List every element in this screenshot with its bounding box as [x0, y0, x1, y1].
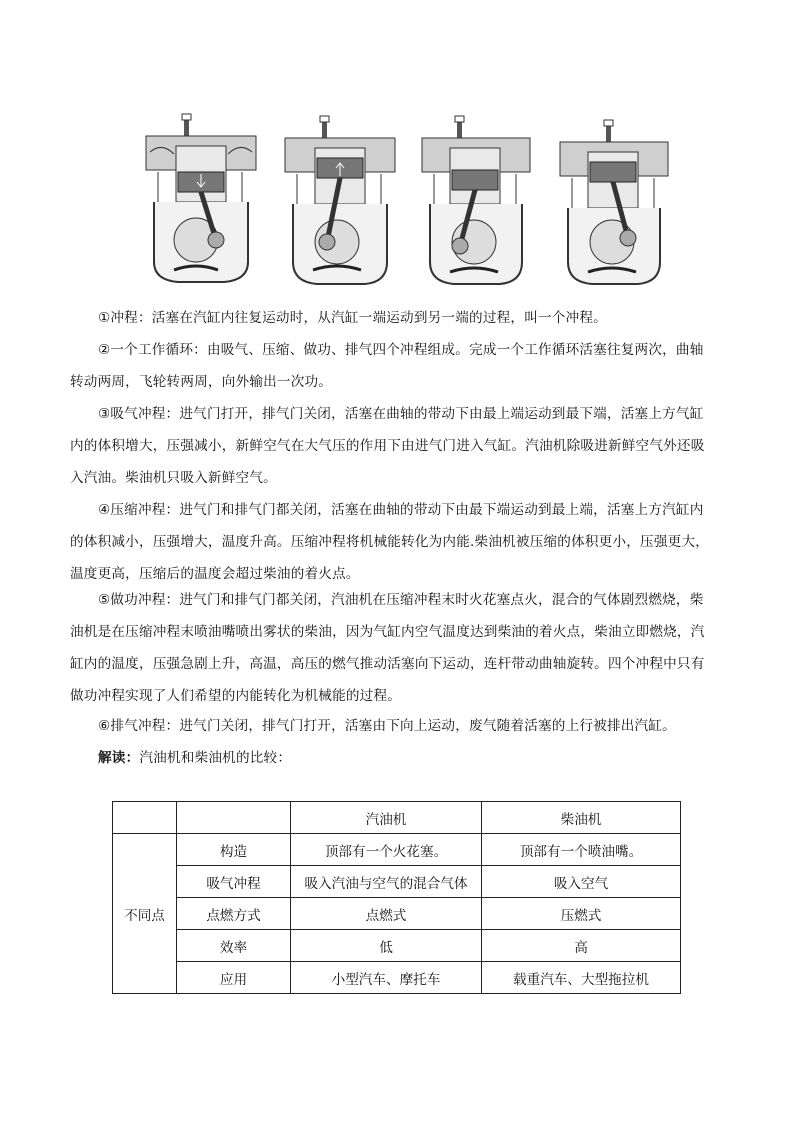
- table-row: [113, 898, 681, 930]
- table-row-item: 点燃方式: [177, 898, 291, 930]
- table-row: [113, 930, 681, 962]
- interpretation-text: 汽油机和柴油机的比较：: [139, 750, 292, 766]
- paragraph-line: 的体积减小，压强增大，温度升高。压缩冲程将机械能转化为内能.柴油机被压缩的体积更小，压强更大，: [70, 534, 710, 550]
- table-cell-diesel: 顶部有一个喷油嘴。: [482, 834, 681, 866]
- engine-stroke-figure: [138, 112, 690, 290]
- table-row: [113, 866, 681, 898]
- paragraph-power-stroke: [70, 584, 718, 712]
- interpretation-label: 解读：: [98, 750, 140, 766]
- table-row-item: 吸气冲程: [177, 866, 291, 898]
- paragraph-line: 缸内的温度，压强急剧上升，高温，高压的燃气推动活塞向下运动，连杆带动曲轴旋转。四个冲程中只有: [70, 656, 705, 672]
- table-cell-gasoline: 低: [291, 930, 482, 962]
- table-cell-diesel: 吸入空气: [482, 866, 681, 898]
- table-header-gasoline: 汽油机: [291, 802, 482, 834]
- paragraph-line: ⑤做功冲程：进气门和排气门都关闭，汽油机在压缩冲程末时火花塞点火，混合的气体剧烈燃烧，柴: [98, 592, 704, 608]
- table-row-item: 效率: [177, 930, 291, 962]
- paragraph-line: ⑥排气冲程：进气门关闭，排气门打开，活塞由下向上运动，废气随着活塞的上行被排出汽缸。: [98, 718, 676, 734]
- table-group-label: 不同点: [113, 834, 177, 994]
- paragraph-line: ④压缩冲程：进气门和排气门都关闭，活塞在曲轴的带动下由最下端运动到最上端，活塞上方汽缸内: [98, 502, 704, 518]
- table-cell-gasoline: 顶部有一个火花塞。: [291, 834, 482, 866]
- compression-stroke-diagram: [281, 112, 407, 290]
- paragraph-compression-stroke: [70, 494, 718, 590]
- paragraph-work-cycle: [70, 334, 718, 398]
- table-header-cell: [177, 802, 291, 834]
- paragraph-line: 转动两周，飞轮转两周，向外输出一次功。: [70, 374, 333, 390]
- table-header-cell: [113, 802, 177, 834]
- paragraph-line: ③吸气冲程：进气门打开，排气门关闭，活塞在曲轴的带动下由最上端运动到最下端，活塞上方气缸: [98, 406, 704, 422]
- paragraph-line: 做功冲程实现了人们希望的内能转化为机械能的过程。: [70, 688, 402, 704]
- table-cell-diesel: 高: [482, 930, 681, 962]
- intake-stroke-diagram: [138, 112, 264, 290]
- paragraph-line: 温度更高，压缩后的温度会超过柴油的着火点。: [70, 566, 360, 582]
- table-row: [113, 962, 681, 994]
- paragraph-line: 入汽油。柴油机只吸入新鲜空气。: [70, 470, 277, 486]
- paragraph-intake-stroke: [70, 398, 718, 494]
- table-header-diesel: 柴油机: [482, 802, 681, 834]
- paragraph-exhaust-stroke: [98, 710, 718, 742]
- comparison-table: [112, 801, 681, 994]
- table-cell-gasoline: 吸入汽油与空气的混合气体: [291, 866, 482, 898]
- table-cell-diesel: 压燃式: [482, 898, 681, 930]
- table-row-item: 应用: [177, 962, 291, 994]
- table-cell-gasoline: 小型汽车、摩托车: [291, 962, 482, 994]
- power-stroke-diagram: [418, 112, 544, 290]
- table-row-item: 构造: [177, 834, 291, 866]
- interpretation-line: [98, 742, 718, 774]
- table-row: [113, 834, 681, 866]
- paragraph-stroke: [98, 302, 718, 334]
- table-cell-gasoline: 点燃式: [291, 898, 482, 930]
- table-cell-diesel: 载重汽车、大型拖拉机: [482, 962, 681, 994]
- paragraph-line: ①冲程：活塞在汽缸内往复运动时，从汽缸一端运动到另一端的过程，叫一个冲程。: [98, 310, 607, 326]
- paragraph-line: ②一个工作循环：由吸气、压缩、做功、排气四个冲程组成。完成一个工作循环活塞往复两次，曲轴: [98, 342, 704, 358]
- table-header-row: [113, 802, 681, 834]
- paragraph-line: 油机是在压缩冲程末喷油嘴喷出雾状的柴油，因为气缸内空气温度达到柴油的着火点，柴油立即燃烧，汽: [70, 624, 705, 640]
- exhaust-stroke-diagram: [558, 112, 684, 290]
- paragraph-line: 内的体积增大，压强减小，新鲜空气在大气压的作用下由进气门进入气缸。汽油机除吸进新鲜空气外还吸: [70, 438, 705, 454]
